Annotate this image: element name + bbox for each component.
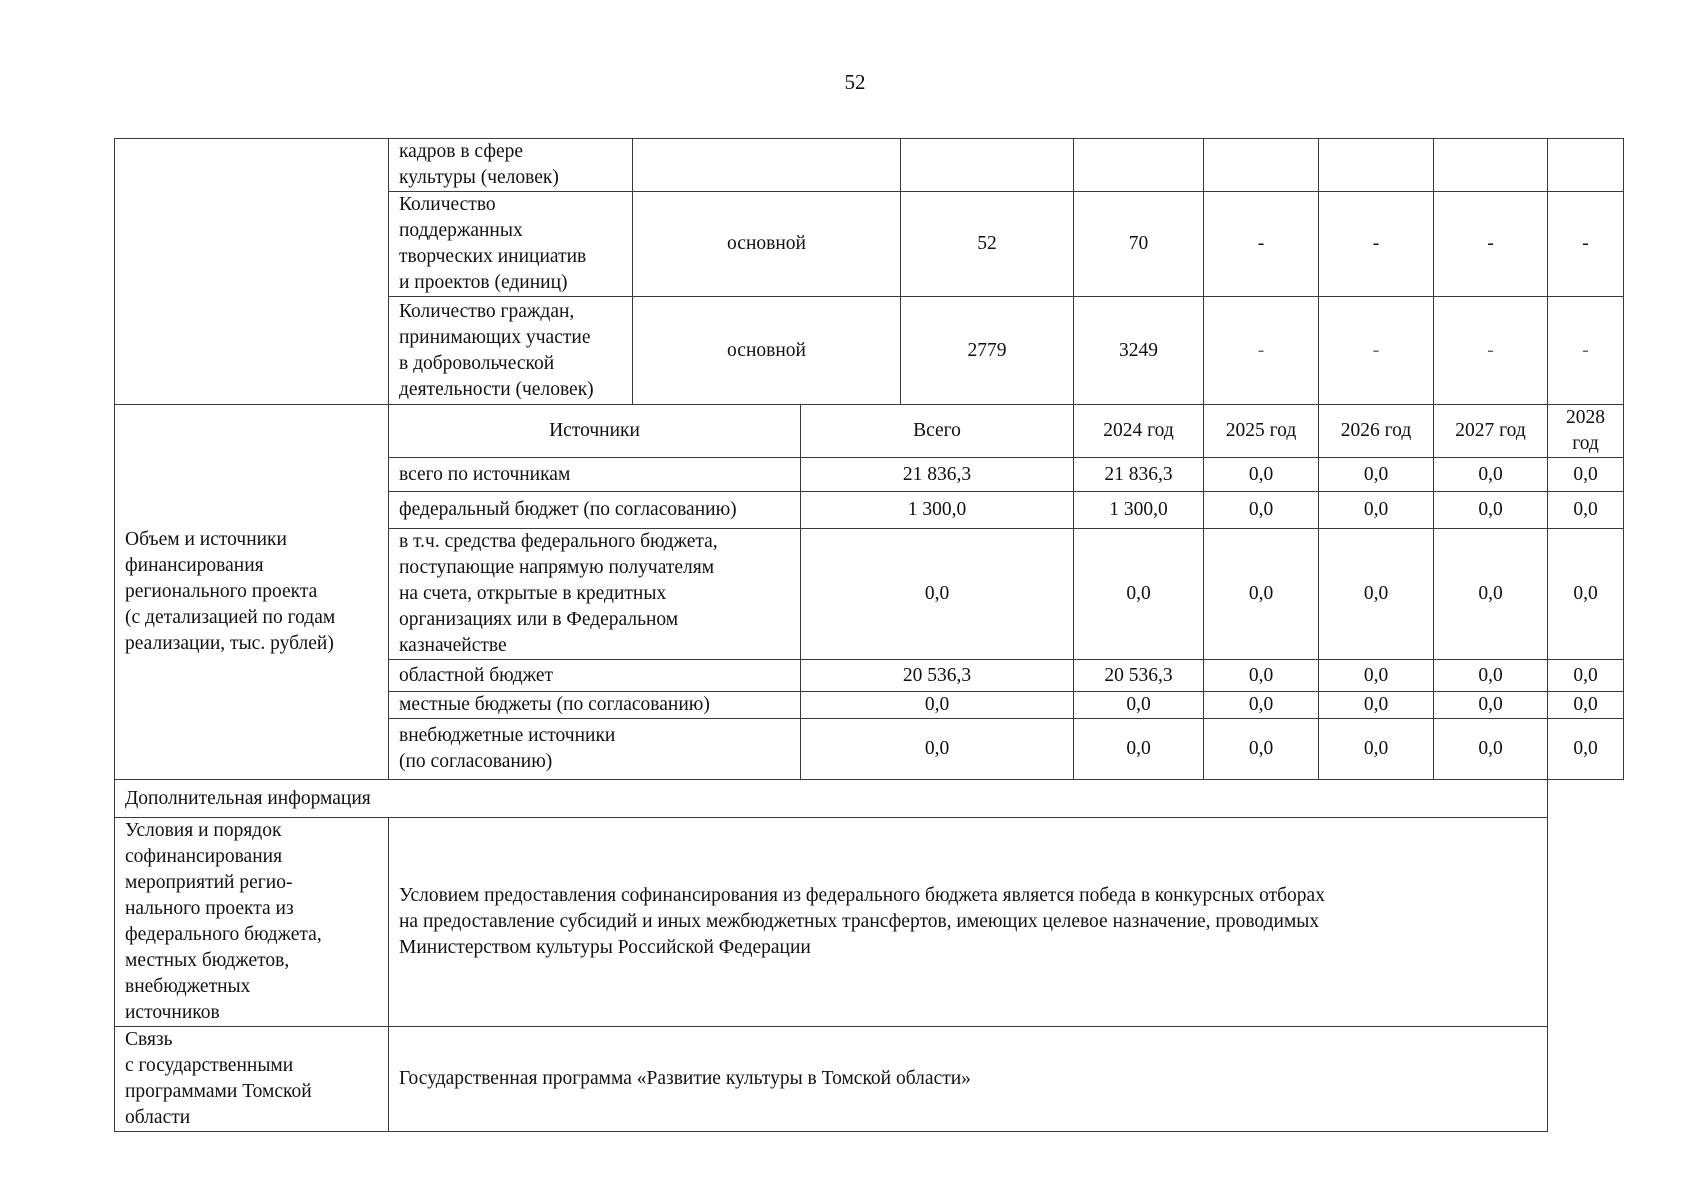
finance-source: федеральный бюджет (по согласованию) bbox=[389, 492, 801, 529]
indicator-base bbox=[901, 139, 1074, 192]
indicator-type bbox=[633, 139, 901, 192]
finance-2027: 0,0 bbox=[1434, 529, 1548, 660]
finance-2024: 1 300,0 bbox=[1074, 492, 1204, 529]
indicator-2027: - bbox=[1434, 192, 1548, 297]
finance-header-sources: Источники bbox=[389, 405, 801, 458]
finance-2028: 0,0 bbox=[1548, 458, 1624, 492]
indicator-name: Количество граждан, принимающих участие в добровольческой деятельности (человек) bbox=[389, 297, 633, 405]
programs-text: Государственная программа «Развитие культуры в Томской области» bbox=[389, 1027, 1548, 1132]
finance-2027: 0,0 bbox=[1434, 458, 1548, 492]
finance-source: внебюджетные источники (по согласованию) bbox=[389, 719, 801, 780]
finance-header-2024: 2024 год bbox=[1074, 405, 1204, 458]
finance-2028: 0,0 bbox=[1548, 529, 1624, 660]
finance-total: 0,0 bbox=[801, 692, 1074, 719]
finance-2028: 0,0 bbox=[1548, 660, 1624, 692]
finance-2026: 0,0 bbox=[1319, 692, 1434, 719]
indicator-2025: - bbox=[1204, 297, 1319, 405]
indicator-base: 52 bbox=[901, 192, 1074, 297]
indicator-2024: 70 bbox=[1074, 192, 1204, 297]
indicator-2026: - bbox=[1319, 297, 1434, 405]
indicator-2027: - bbox=[1434, 297, 1548, 405]
finance-total: 20 536,3 bbox=[801, 660, 1074, 692]
indicator-2026: - bbox=[1319, 192, 1434, 297]
finance-2025: 0,0 bbox=[1204, 529, 1319, 660]
finance-2024: 0,0 bbox=[1074, 692, 1204, 719]
finance-total: 21 836,3 bbox=[801, 458, 1074, 492]
finance-source: в т.ч. средства федерального бюджета, поступающие напрямую получателям на счета, открытые в кредитных организациях или в Федеральном казначействе bbox=[389, 529, 801, 660]
finance-2025: 0,0 bbox=[1204, 458, 1319, 492]
indicator-name: Количество поддержанных творческих инициатив и проектов (единиц) bbox=[389, 192, 633, 297]
finance-header-2028: 2028 год bbox=[1548, 405, 1624, 458]
indicator-2025 bbox=[1204, 139, 1319, 192]
indicator-2024 bbox=[1074, 139, 1204, 192]
finance-2026: 0,0 bbox=[1319, 719, 1434, 780]
finance-2028: 0,0 bbox=[1548, 492, 1624, 529]
finance-2024: 20 536,3 bbox=[1074, 660, 1204, 692]
finance-2026: 0,0 bbox=[1319, 492, 1434, 529]
finance-2027: 0,0 bbox=[1434, 660, 1548, 692]
indicator-type: основной bbox=[633, 297, 901, 405]
finance-2024: 0,0 bbox=[1074, 719, 1204, 780]
finance-2027: 0,0 bbox=[1434, 492, 1548, 529]
additional-info-row bbox=[115, 780, 1624, 818]
indicator-2028: - bbox=[1548, 192, 1624, 297]
finance-2025: 0,0 bbox=[1204, 492, 1319, 529]
indicator-2028: - bbox=[1548, 297, 1624, 405]
finance-header-row bbox=[115, 405, 1624, 458]
finance-2027: 0,0 bbox=[1434, 692, 1548, 719]
finance-2025: 0,0 bbox=[1204, 719, 1319, 780]
programs-label: Связь с государственными программами Томской области bbox=[115, 1027, 389, 1132]
indicator-2024: 3249 bbox=[1074, 297, 1204, 405]
indicator-label-cell bbox=[115, 139, 389, 405]
finance-2024: 0,0 bbox=[1074, 529, 1204, 660]
finance-total: 1 300,0 bbox=[801, 492, 1074, 529]
finance-source: местные бюджеты (по согласованию) bbox=[389, 692, 801, 719]
indicator-name: кадров в сфере культуры (человек) bbox=[389, 139, 633, 192]
indicator-base: 2779 bbox=[901, 297, 1074, 405]
finance-header-2025: 2025 год bbox=[1204, 405, 1319, 458]
indicator-2027 bbox=[1434, 139, 1548, 192]
finance-2028: 0,0 bbox=[1548, 719, 1624, 780]
finance-2026: 0,0 bbox=[1319, 458, 1434, 492]
finance-2025: 0,0 bbox=[1204, 692, 1319, 719]
finance-source: областной бюджет bbox=[389, 660, 801, 692]
indicator-2025: - bbox=[1204, 192, 1319, 297]
finance-source: всего по источникам bbox=[389, 458, 801, 492]
page-number: 52 bbox=[844, 70, 866, 94]
finance-label: Объем и источники финансирования регионального проекта (с детализацией по годам реализации, тыс. рублей) bbox=[115, 405, 389, 780]
project-passport-table bbox=[114, 138, 1624, 1132]
indicator-row bbox=[115, 139, 1624, 192]
programs-row bbox=[115, 1027, 1624, 1132]
finance-2026: 0,0 bbox=[1319, 660, 1434, 692]
finance-2025: 0,0 bbox=[1204, 660, 1319, 692]
indicator-2028 bbox=[1548, 139, 1624, 192]
finance-2026: 0,0 bbox=[1319, 529, 1434, 660]
finance-header-total: Всего bbox=[801, 405, 1074, 458]
additional-info-heading: Дополнительная информация bbox=[115, 780, 1548, 818]
finance-header-2027: 2027 год bbox=[1434, 405, 1548, 458]
finance-2027: 0,0 bbox=[1434, 719, 1548, 780]
indicator-type: основной bbox=[633, 192, 901, 297]
finance-2028: 0,0 bbox=[1548, 692, 1624, 719]
finance-2024: 21 836,3 bbox=[1074, 458, 1204, 492]
finance-header-2026: 2026 год bbox=[1319, 405, 1434, 458]
conditions-text: Условием предоставления софинансирования из федерального бюджета является победа в конкурсных отборах на предоставление субсидий и иных межбюджетных трансфертов, имеющих целевое назначение, проводимых Министерством культуры Российской Федерации bbox=[389, 818, 1548, 1027]
finance-total: 0,0 bbox=[801, 529, 1074, 660]
conditions-row bbox=[115, 818, 1624, 1027]
finance-total: 0,0 bbox=[801, 719, 1074, 780]
indicator-2026 bbox=[1319, 139, 1434, 192]
conditions-label: Условия и порядок софинансирования мероприятий регио- нального проекта из федерального бюджета, местных бюджетов, внебюджетных источников bbox=[115, 818, 389, 1027]
